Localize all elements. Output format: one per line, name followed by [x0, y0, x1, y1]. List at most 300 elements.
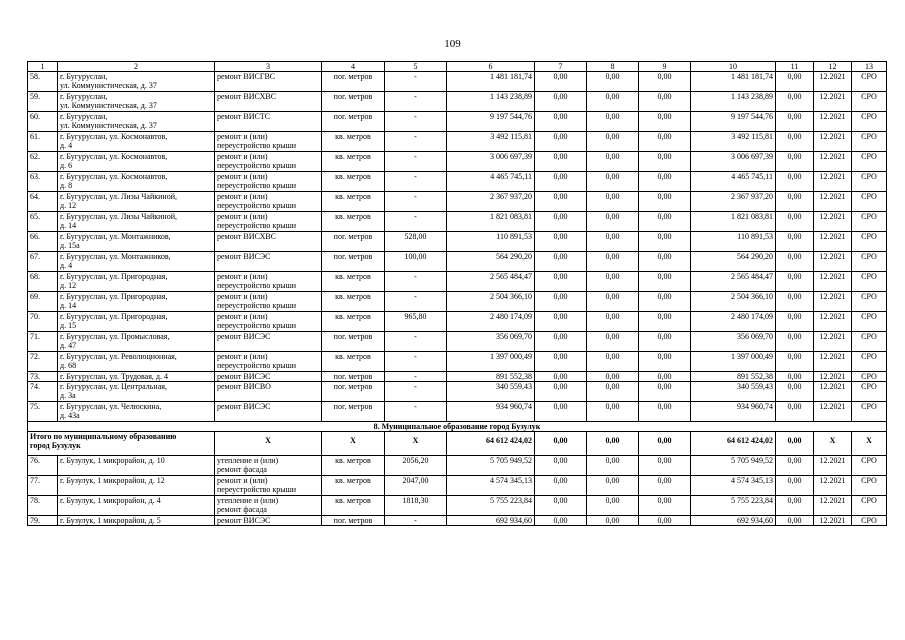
- cost-cell: 1 481 181,74: [447, 72, 535, 92]
- column-number: 1: [28, 62, 58, 72]
- address-cell: [58, 516, 215, 526]
- unit-cell: пог. метров: [322, 372, 385, 382]
- col10-cell: 1 143 238,89: [691, 92, 776, 112]
- col10-cell: 1 397 000,49: [691, 352, 776, 372]
- cost-cell: 692 934,60: [447, 516, 535, 526]
- date-cell: 12.2021: [814, 382, 852, 402]
- column-number: 11: [776, 62, 814, 72]
- address-cell-line: д. 12: [60, 281, 77, 290]
- col11-cell: 0,00: [776, 292, 814, 312]
- address-cell-line: г. Бугуруслан, ул. Лизы Чайкиной,: [60, 212, 177, 221]
- work-type-cell: [215, 292, 322, 312]
- quantity-cell: -: [385, 352, 447, 372]
- address-cell-line: д. 15а: [60, 241, 80, 250]
- cost-cell: 934 960,74: [447, 402, 535, 422]
- address-cell-line: г. Бугуруслан, ул. Монтажников,: [60, 232, 171, 241]
- address-cell-line: г. Бугуруслан, ул. Челюскина,: [60, 402, 162, 411]
- total-c11: 0,00: [776, 432, 814, 456]
- table-row: [28, 332, 887, 352]
- col9-cell: 0,00: [639, 172, 691, 192]
- col8-cell: 0,00: [587, 516, 639, 526]
- table-row: [28, 402, 887, 422]
- work-type-cell: [215, 352, 322, 372]
- date-cell: 12.2021: [814, 232, 852, 252]
- col10-cell: 934 960,74: [691, 402, 776, 422]
- col8-cell: 0,00: [587, 382, 639, 402]
- address-cell-line: г. Бугуруслан, ул. Монтажников,: [60, 252, 171, 261]
- work-type-cell: [215, 232, 322, 252]
- work-type-cell-line: ремонт ВИСВО: [217, 382, 271, 391]
- cost-cell: 2 367 937,20: [447, 192, 535, 212]
- work-type-cell-line: переустройство крыши: [217, 161, 297, 170]
- row-number: 63.: [28, 172, 58, 192]
- col8-cell: 0,00: [587, 112, 639, 132]
- date-cell: 12.2021: [814, 272, 852, 292]
- col9-cell: 0,00: [639, 192, 691, 212]
- work-type-cell-line: переустройство крыши: [217, 141, 297, 150]
- col7-cell: 0,00: [535, 132, 587, 152]
- quantity-cell: 528,00: [385, 232, 447, 252]
- work-type-cell: [215, 496, 322, 516]
- col7-cell: 0,00: [535, 402, 587, 422]
- address-cell-line: д. 6: [60, 161, 73, 170]
- column-number: 6: [447, 62, 535, 72]
- work-type-cell-line: ремонт и (или): [217, 312, 268, 321]
- work-type-cell-line: утепление и (или): [217, 496, 279, 505]
- date-cell: 12.2021: [814, 292, 852, 312]
- col9-cell: 0,00: [639, 272, 691, 292]
- date-cell: 12.2021: [814, 252, 852, 272]
- quantity-cell: -: [385, 172, 447, 192]
- contractor-cell: СРО: [852, 252, 887, 272]
- table-row: [28, 382, 887, 402]
- row-number: 69.: [28, 292, 58, 312]
- col9-cell: 0,00: [639, 476, 691, 496]
- table-row: [28, 92, 887, 112]
- col8-cell: 0,00: [587, 152, 639, 172]
- date-cell: 12.2021: [814, 192, 852, 212]
- address-cell-line: г. Бугуруслан, ул. Промысловая,: [60, 332, 170, 341]
- table-body: [28, 62, 887, 526]
- col7-cell: 0,00: [535, 72, 587, 92]
- col11-cell: 0,00: [776, 312, 814, 332]
- cost-cell: 3 492 115,81: [447, 132, 535, 152]
- contractor-cell: СРО: [852, 72, 887, 92]
- unit-cell: кв. метров: [322, 212, 385, 232]
- address-cell-line: г. Бугуруслан, ул. Трудовая, д. 4: [60, 372, 168, 381]
- quantity-cell: -: [385, 332, 447, 352]
- work-type-cell: [215, 132, 322, 152]
- col8-cell: 0,00: [587, 496, 639, 516]
- cost-cell: 564 290,20: [447, 252, 535, 272]
- quantity-cell: -: [385, 516, 447, 526]
- quantity-cell: 2047,00: [385, 476, 447, 496]
- table-row: [28, 212, 887, 232]
- unit-cell: кв. метров: [322, 132, 385, 152]
- col9-cell: 0,00: [639, 132, 691, 152]
- address-cell: [58, 352, 215, 372]
- contractor-cell: СРО: [852, 332, 887, 352]
- col10-cell: 110 891,53: [691, 232, 776, 252]
- date-cell: 12.2021: [814, 132, 852, 152]
- address-cell: [58, 152, 215, 172]
- col11-cell: 0,00: [776, 402, 814, 422]
- table-row: [28, 132, 887, 152]
- col7-cell: 0,00: [535, 252, 587, 272]
- table-row: [28, 232, 887, 252]
- work-type-cell-line: ремонт ВИСЭС: [217, 372, 271, 381]
- contractor-cell: СРО: [852, 312, 887, 332]
- column-number: 7: [535, 62, 587, 72]
- unit-cell: пог. метров: [322, 382, 385, 402]
- work-type-cell-line: ремонт и (или): [217, 192, 268, 201]
- address-cell-line: г. Бугуруслан, ул. Центральная,: [60, 382, 167, 391]
- quantity-cell: -: [385, 212, 447, 232]
- contractor-cell: СРО: [852, 476, 887, 496]
- contractor-cell: СРО: [852, 212, 887, 232]
- work-type-cell-line: ремонт ВИСГВС: [217, 72, 276, 81]
- col7-cell: 0,00: [535, 212, 587, 232]
- col11-cell: 0,00: [776, 272, 814, 292]
- col7-cell: 0,00: [535, 92, 587, 112]
- row-number: 72.: [28, 352, 58, 372]
- address-cell: [58, 456, 215, 476]
- address-cell-line: г. Бугуруслан, ул. Космонавтов,: [60, 132, 168, 141]
- contractor-cell: СРО: [852, 232, 887, 252]
- date-cell: 12.2021: [814, 372, 852, 382]
- col8-cell: 0,00: [587, 456, 639, 476]
- work-type-cell-line: ремонт ВИСЭС: [217, 516, 271, 525]
- col7-cell: 0,00: [535, 112, 587, 132]
- col9-cell: 0,00: [639, 402, 691, 422]
- address-cell: [58, 402, 215, 422]
- work-type-cell: [215, 212, 322, 232]
- address-cell: [58, 476, 215, 496]
- contractor-cell: СРО: [852, 382, 887, 402]
- col10-cell: 340 559,43: [691, 382, 776, 402]
- quantity-cell: -: [385, 272, 447, 292]
- table-row: [28, 456, 887, 476]
- address-cell: [58, 212, 215, 232]
- cost-cell: 1 143 238,89: [447, 92, 535, 112]
- col7-cell: 0,00: [535, 292, 587, 312]
- date-cell: 12.2021: [814, 152, 852, 172]
- col8-cell: 0,00: [587, 312, 639, 332]
- table-row: [28, 172, 887, 192]
- row-number: 61.: [28, 132, 58, 152]
- col9-cell: 0,00: [639, 72, 691, 92]
- row-number: 75.: [28, 402, 58, 422]
- col11-cell: 0,00: [776, 372, 814, 382]
- address-cell-line: ул. Коммунистическая, д. 37: [60, 101, 157, 110]
- column-number: 2: [58, 62, 215, 72]
- address-cell: [58, 172, 215, 192]
- total-c12: X: [814, 432, 852, 456]
- cost-cell: 9 197 544,76: [447, 112, 535, 132]
- address-cell-line: г. Бузулук, 1 микрорайон, д. 12: [60, 476, 165, 485]
- cost-cell: 1 397 000,49: [447, 352, 535, 372]
- quantity-cell: -: [385, 92, 447, 112]
- quantity-cell: -: [385, 372, 447, 382]
- col11-cell: 0,00: [776, 152, 814, 172]
- col8-cell: 0,00: [587, 212, 639, 232]
- work-type-cell-line: ремонт и (или): [217, 152, 268, 161]
- col7-cell: 0,00: [535, 232, 587, 252]
- row-number: 70.: [28, 312, 58, 332]
- work-type-cell: [215, 382, 322, 402]
- col10-cell: 1 481 181,74: [691, 72, 776, 92]
- table-row: [28, 476, 887, 496]
- work-type-cell-line: переустройство крыши: [217, 485, 297, 494]
- repair-register-table: [27, 61, 887, 526]
- work-type-cell-line: ремонт ВИСТС: [217, 112, 271, 121]
- table-row: [28, 272, 887, 292]
- col7-cell: 0,00: [535, 372, 587, 382]
- date-cell: 12.2021: [814, 332, 852, 352]
- col11-cell: 0,00: [776, 212, 814, 232]
- col11-cell: 0,00: [776, 232, 814, 252]
- address-cell: [58, 132, 215, 152]
- col11-cell: 0,00: [776, 476, 814, 496]
- total-c8: 0,00: [587, 432, 639, 456]
- col7-cell: 0,00: [535, 172, 587, 192]
- column-number: 4: [322, 62, 385, 72]
- total-c13: X: [852, 432, 887, 456]
- col11-cell: 0,00: [776, 496, 814, 516]
- quantity-cell: 1818,30: [385, 496, 447, 516]
- col11-cell: 0,00: [776, 112, 814, 132]
- col8-cell: 0,00: [587, 232, 639, 252]
- work-type-cell-line: ремонт фасада: [217, 465, 267, 474]
- col8-cell: 0,00: [587, 132, 639, 152]
- col7-cell: 0,00: [535, 476, 587, 496]
- unit-cell: кв. метров: [322, 352, 385, 372]
- cost-cell: 2 504 366,10: [447, 292, 535, 312]
- unit-cell: кв. метров: [322, 152, 385, 172]
- col8-cell: 0,00: [587, 252, 639, 272]
- unit-cell: пог. метров: [322, 332, 385, 352]
- section-row: [28, 422, 887, 432]
- total-work: X: [215, 432, 322, 456]
- address-cell-line: г. Бугуруслан, ул. Революционная,: [60, 352, 177, 361]
- unit-cell: пог. метров: [322, 92, 385, 112]
- col8-cell: 0,00: [587, 402, 639, 422]
- row-number: 77.: [28, 476, 58, 496]
- row-number: 78.: [28, 496, 58, 516]
- table-row: [28, 352, 887, 372]
- cost-cell: 891 552,38: [447, 372, 535, 382]
- col11-cell: 0,00: [776, 332, 814, 352]
- unit-cell: кв. метров: [322, 496, 385, 516]
- work-type-cell: [215, 476, 322, 496]
- col10-cell: 692 934,60: [691, 516, 776, 526]
- col11-cell: 0,00: [776, 92, 814, 112]
- total-label-line: Итого по муниципальному образованию: [30, 432, 177, 441]
- col10-cell: 3 006 697,39: [691, 152, 776, 172]
- col7-cell: 0,00: [535, 496, 587, 516]
- col8-cell: 0,00: [587, 172, 639, 192]
- work-type-cell-line: ремонт ВИСЭС: [217, 332, 271, 341]
- col8-cell: 0,00: [587, 272, 639, 292]
- work-type-cell: [215, 192, 322, 212]
- work-type-cell: [215, 92, 322, 112]
- cost-cell: 2 480 174,09: [447, 312, 535, 332]
- column-number: 10: [691, 62, 776, 72]
- address-cell-line: д. 12: [60, 201, 77, 210]
- work-type-cell-line: переустройство крыши: [217, 281, 297, 290]
- unit-cell: пог. метров: [322, 402, 385, 422]
- address-cell-line: д. 15: [60, 321, 77, 330]
- col10-cell: 9 197 544,76: [691, 112, 776, 132]
- col10-cell: 5 705 949,52: [691, 456, 776, 476]
- row-number: 60.: [28, 112, 58, 132]
- col9-cell: 0,00: [639, 232, 691, 252]
- col7-cell: 0,00: [535, 382, 587, 402]
- contractor-cell: СРО: [852, 496, 887, 516]
- cost-cell: 5 705 949,52: [447, 456, 535, 476]
- col11-cell: 0,00: [776, 192, 814, 212]
- date-cell: 12.2021: [814, 172, 852, 192]
- work-type-cell: [215, 112, 322, 132]
- address-cell-line: г. Бузулук, 1 микрорайон, д. 5: [60, 516, 161, 525]
- quantity-cell: -: [385, 192, 447, 212]
- address-cell: [58, 252, 215, 272]
- row-number: 62.: [28, 152, 58, 172]
- column-number: 8: [587, 62, 639, 72]
- address-cell-line: ул. Коммунистическая, д. 37: [60, 81, 157, 90]
- col10-cell: 564 290,20: [691, 252, 776, 272]
- col10-cell: 2 504 366,10: [691, 292, 776, 312]
- unit-cell: кв. метров: [322, 476, 385, 496]
- col11-cell: 0,00: [776, 456, 814, 476]
- contractor-cell: СРО: [852, 372, 887, 382]
- work-type-cell: [215, 516, 322, 526]
- table-row: [28, 72, 887, 92]
- col7-cell: 0,00: [535, 332, 587, 352]
- date-cell: 12.2021: [814, 72, 852, 92]
- contractor-cell: СРО: [852, 292, 887, 312]
- contractor-cell: СРО: [852, 92, 887, 112]
- col7-cell: 0,00: [535, 456, 587, 476]
- row-number: 66.: [28, 232, 58, 252]
- address-cell: [58, 496, 215, 516]
- quantity-cell: -: [385, 292, 447, 312]
- row-number: 64.: [28, 192, 58, 212]
- address-cell: [58, 72, 215, 92]
- col11-cell: 0,00: [776, 516, 814, 526]
- work-type-cell-line: ремонт фасада: [217, 505, 267, 514]
- work-type-cell: [215, 332, 322, 352]
- address-cell: [58, 192, 215, 212]
- work-type-cell: [215, 172, 322, 192]
- col10-cell: 1 821 083,81: [691, 212, 776, 232]
- col8-cell: 0,00: [587, 292, 639, 312]
- col7-cell: 0,00: [535, 272, 587, 292]
- work-type-cell: [215, 72, 322, 92]
- date-cell: 12.2021: [814, 112, 852, 132]
- unit-cell: пог. метров: [322, 516, 385, 526]
- unit-cell: кв. метров: [322, 172, 385, 192]
- address-cell: [58, 112, 215, 132]
- contractor-cell: СРО: [852, 152, 887, 172]
- column-number: 5: [385, 62, 447, 72]
- work-type-cell: [215, 252, 322, 272]
- work-type-cell-line: переустройство крыши: [217, 321, 297, 330]
- total-label: [28, 432, 215, 456]
- work-type-cell-line: переустройство крыши: [217, 301, 297, 310]
- table-row: [28, 152, 887, 172]
- address-cell: [58, 292, 215, 312]
- work-type-cell: [215, 456, 322, 476]
- col8-cell: 0,00: [587, 92, 639, 112]
- col10-cell: 3 492 115,81: [691, 132, 776, 152]
- address-cell-line: д. 4: [60, 261, 73, 270]
- total-qty: X: [385, 432, 447, 456]
- address-cell-line: г. Бузулук, 1 микрорайон, д. 4: [60, 496, 161, 505]
- column-number: 13: [852, 62, 887, 72]
- row-number: 73.: [28, 372, 58, 382]
- work-type-cell-line: ремонт и (или): [217, 476, 268, 485]
- cost-cell: 110 891,53: [447, 232, 535, 252]
- col10-cell: 4 465 745,11: [691, 172, 776, 192]
- col11-cell: 0,00: [776, 72, 814, 92]
- section-title: 8. Муниципальное образование город Бузулук: [28, 422, 887, 432]
- unit-cell: пог. метров: [322, 112, 385, 132]
- total-cost: 64 612 424,02: [447, 432, 535, 456]
- address-cell: [58, 332, 215, 352]
- work-type-cell-line: ремонт ВИСЭС: [217, 402, 271, 411]
- quantity-cell: -: [385, 152, 447, 172]
- work-type-cell-line: переустройство крыши: [217, 201, 297, 210]
- cost-cell: 5 755 223,84: [447, 496, 535, 516]
- col11-cell: 0,00: [776, 352, 814, 372]
- work-type-cell: [215, 272, 322, 292]
- col9-cell: 0,00: [639, 92, 691, 112]
- date-cell: 12.2021: [814, 496, 852, 516]
- col8-cell: 0,00: [587, 476, 639, 496]
- total-c10: 64 612 424,02: [691, 432, 776, 456]
- date-cell: 12.2021: [814, 92, 852, 112]
- date-cell: 12.2021: [814, 456, 852, 476]
- unit-cell: кв. метров: [322, 272, 385, 292]
- quantity-cell: 100,00: [385, 252, 447, 272]
- col7-cell: 0,00: [535, 192, 587, 212]
- address-cell-line: г. Бугуруслан,: [60, 112, 108, 121]
- cost-cell: 2 565 484,47: [447, 272, 535, 292]
- cost-cell: 340 559,43: [447, 382, 535, 402]
- cost-cell: 356 069,70: [447, 332, 535, 352]
- table-row: [28, 372, 887, 382]
- work-type-cell-line: переустройство крыши: [217, 361, 297, 370]
- total-label-line: город Бузулук: [30, 441, 81, 450]
- table-row: [28, 516, 887, 526]
- work-type-cell: [215, 152, 322, 172]
- address-cell-line: д. 47: [60, 341, 77, 350]
- col8-cell: 0,00: [587, 372, 639, 382]
- address-cell: [58, 372, 215, 382]
- contractor-cell: СРО: [852, 112, 887, 132]
- work-type-cell-line: ремонт и (или): [217, 352, 268, 361]
- table-row: [28, 252, 887, 272]
- work-type-cell: [215, 372, 322, 382]
- work-type-cell-line: ремонт ВИСХВС: [217, 232, 277, 241]
- address-cell: [58, 92, 215, 112]
- address-cell-line: г. Бугуруслан, ул. Космонавтов,: [60, 172, 168, 181]
- col9-cell: 0,00: [639, 456, 691, 476]
- col9-cell: 0,00: [639, 352, 691, 372]
- col10-cell: 891 552,38: [691, 372, 776, 382]
- unit-cell: пог. метров: [322, 252, 385, 272]
